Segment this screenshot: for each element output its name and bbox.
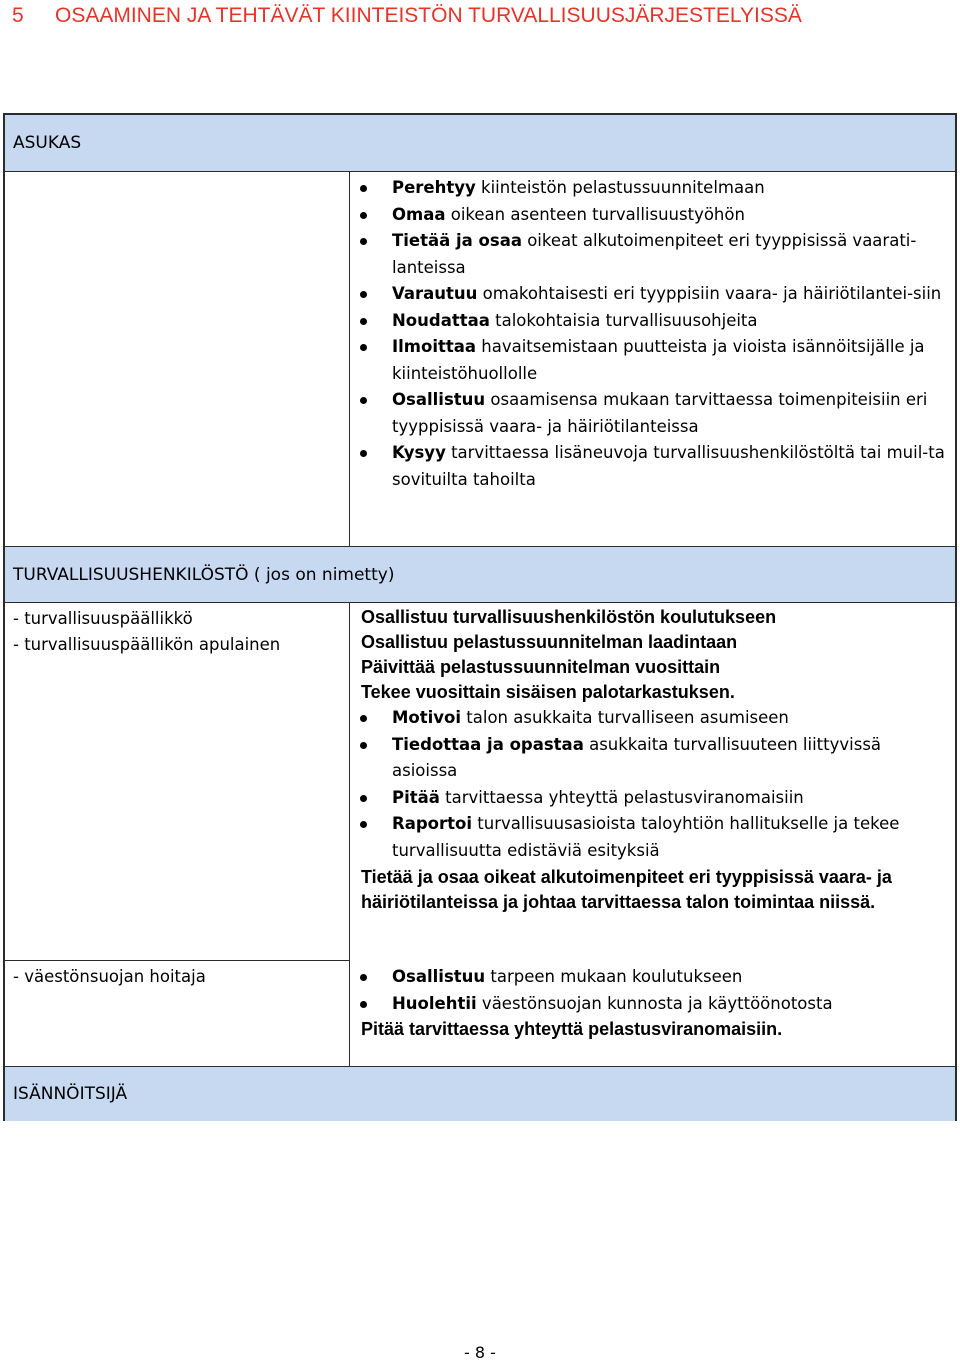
duty-text: omakohtaisesti eri tyyppisiin vaara- ja häiriötilantei-siin (477, 284, 942, 303)
staff-duties-b (357, 964, 951, 1042)
duty-verb: Motivoi (392, 708, 462, 727)
duty-item (357, 387, 953, 440)
duty-text: tarvittaessa lisäneuvoja turvallisuushenkilöstöltä tai muil-ta sovituilta tahoilta (392, 443, 945, 489)
page-number: - 8 - (464, 1343, 496, 1362)
role-shelter-keeper: - väestönsuojan hoitaja (13, 967, 206, 986)
staff-duty-list-a (357, 705, 951, 864)
isannoitsija-header-label: ISÄNNÖITSIJÄ (13, 1084, 128, 1104)
duty-item (357, 991, 951, 1018)
duty-text: havaitsemistaan puutteista ja vioista isännöitsijälle ja kiinteistöhuollolle (392, 337, 925, 383)
duty-verb: Varautuu (392, 284, 478, 303)
staff-header (5, 546, 955, 603)
duty-item (357, 964, 951, 991)
responsibility-table (3, 113, 957, 1121)
duty-verb: Osallistuu (392, 390, 486, 409)
asukas-header-label: ASUKAS (13, 133, 82, 153)
duty-item (357, 308, 953, 335)
duty-line: Päivittää pelastussuunnitelman vuosittain (361, 657, 721, 677)
duty-line: Osallistuu turvallisuushenkilöstön koulutukseen (361, 607, 777, 627)
duty-verb: Omaa (392, 204, 446, 224)
duty-item (357, 202, 953, 229)
duty-text: kiinteistön pelastussuunnitelmaan (475, 178, 765, 197)
column-divider (349, 603, 350, 1066)
duty-text: talon asukkaita turvalliseen asumiseen (461, 708, 789, 727)
staff-closing-a: Tietää ja osaa oikeat alkutoimenpiteet eri tyyppisissä vaara- ja häiriötilanteissa ja johtaa tarvittaessa talon toimintaa niissä. (361, 867, 892, 912)
section-heading (12, 4, 952, 28)
duty-item (357, 228, 953, 281)
staff-header-label: TURVALLISUUSHENKILÖSTÖ ( jos on nimetty) (13, 564, 395, 585)
section-title: OSAAMINEN JA TEHTÄVÄT KIINTEISTÖN TURVALLISUUSJÄRJESTELYISSÄ (55, 4, 802, 27)
asukas-header (5, 115, 955, 172)
asukas-duties (357, 175, 953, 493)
staff-closing-b: Pitää tarvittaessa yhteyttä pelastusviranomaisiin. (361, 1019, 783, 1039)
duty-item (357, 175, 953, 202)
duty-text: tarvittaessa yhteyttä pelastusviranomaisiin (439, 787, 804, 807)
duty-verb: Raportoi (392, 814, 473, 833)
duty-text: oikeat alkutoimenpiteet eri tyyppisissä vaarati-lanteissa (392, 231, 917, 277)
duty-text: talokohtaisia turvallisuusohjeita (489, 310, 758, 330)
column-divider (349, 172, 350, 546)
duty-verb: Ilmoittaa (392, 337, 477, 356)
duty-text: osaamisensa mukaan tarvittaessa toimenpiteisiin eri tyyppisissä vaara- ja häiriötilanteissa (392, 390, 928, 436)
duty-item (357, 732, 951, 785)
duty-item (357, 785, 951, 812)
asukas-duty-list (357, 175, 953, 493)
duty-verb: Noudattaa (392, 310, 490, 330)
duty-verb: Kysyy (392, 443, 446, 462)
duty-item (357, 334, 953, 387)
role-security-chief: - turvallisuuspäällikkö (13, 609, 193, 628)
duty-text: väestönsuojan kunnosta ja käyttöönotosta (476, 993, 833, 1013)
row-divider (5, 960, 349, 961)
duty-item (357, 811, 951, 864)
duty-text: turvallisuusasioista taloyhtiön hallitukselle ja tekee turvallisuutta edistäviä esityksiä (392, 814, 900, 860)
duty-text: oikean asenteen turvallisuustyöhön (445, 204, 745, 224)
duty-line: Tekee vuosittain sisäisen palotarkastuksen. (361, 682, 735, 702)
duty-verb: Perehtyy (392, 178, 476, 197)
isannoitsija-header (5, 1066, 955, 1121)
section-number: 5 (12, 4, 24, 27)
duty-line: Osallistuu pelastussuunnitelman laadintaan (361, 632, 738, 652)
staff-roles-b (13, 964, 343, 990)
duty-verb: Tietää ja osaa (392, 231, 522, 250)
duty-text: asukkaita turvallisuuteen liittyvissä asioissa (392, 734, 882, 780)
duty-verb: Huolehtii (392, 993, 477, 1013)
duty-text: tarpeen mukaan koulutukseen (485, 967, 743, 986)
duty-verb: Osallistuu (392, 967, 486, 986)
duty-item (357, 281, 953, 308)
duty-item (357, 705, 951, 732)
duty-verb: Pitää (392, 787, 440, 807)
staff-roles-a (13, 606, 343, 658)
duty-item (357, 440, 953, 493)
staff-duties-a (361, 605, 951, 915)
staff-duty-list-b (357, 964, 951, 1017)
duty-verb: Tiedottaa ja opastaa (392, 734, 584, 754)
role-security-chief-assistant: - turvallisuuspäällikön apulainen (13, 635, 281, 654)
